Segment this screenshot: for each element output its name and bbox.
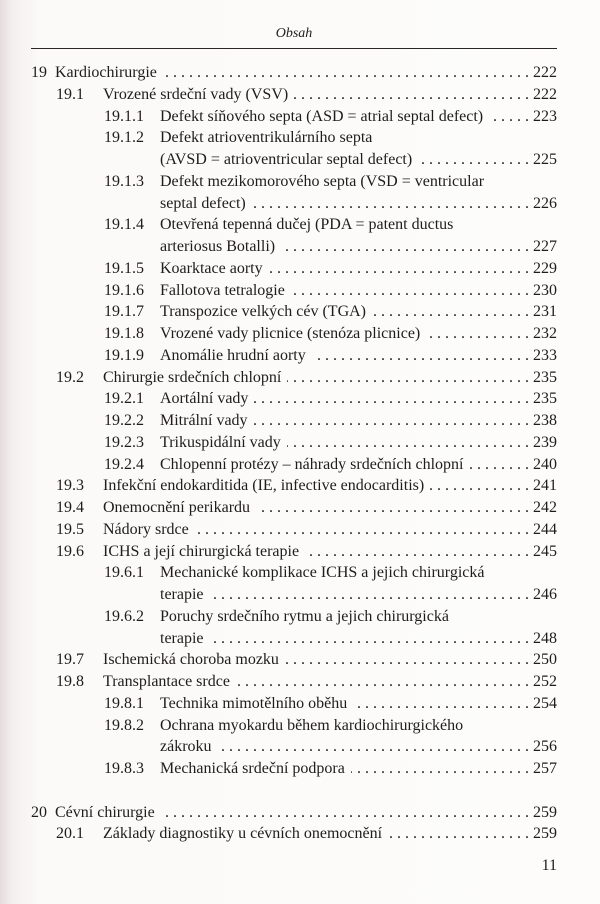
dot-leader [269,258,529,280]
section-title: Trikuspidální vady [160,433,281,451]
dot-leader [254,410,529,432]
section-number: 19.1.5 [104,259,144,277]
section-title: Chirurgie srdečních chlopní [103,368,282,386]
section-title: Defekt síňového septa (ASD = atrial septal defect) [160,107,484,125]
toc-entry[interactable] [0,519,557,541]
toc-entry[interactable] [0,715,557,737]
toc-entry[interactable] [0,541,557,563]
dot-leader [312,345,529,367]
toc-entry[interactable] [0,432,557,454]
page-reference: 222 [533,64,557,81]
toc-entry[interactable] [0,258,557,280]
page-reference: 245 [533,542,557,560]
toc-entry[interactable] [0,823,557,845]
dot-leader [489,106,529,128]
section-number: 19.2.3 [104,433,144,451]
section-title: Mechanické komplikace ICHS a jejich chirurgická [160,564,485,582]
section-number: 19.1.7 [104,303,144,321]
dot-leader [195,519,529,541]
dot-leader [305,541,529,563]
dot-leader [218,736,529,758]
section-title: Nádory srdce [103,520,189,538]
toc-entry[interactable] [0,475,557,497]
page-reference: 240 [533,455,557,473]
section-title: (AVSD = atrioventricular septal defect) [160,151,413,168]
page-reference: 246 [533,586,557,603]
toc-entry[interactable] [0,62,557,84]
section-title: Mitrální vady [160,412,248,429]
dot-leader [418,149,529,171]
page-reference: 232 [533,325,557,342]
section-title: Mechanická srdeční podpora [160,760,345,777]
section-title: Otevřená tepenná dučej (PDA = patent ductus [160,216,454,234]
section-title: Ochrana myokardu během kardiochirurgického [160,716,464,734]
section-number: 19.2 [56,368,84,386]
section-title: Chlopenní protézy – náhrady srdečních chlopní [160,455,464,473]
section-number: 20.1 [56,825,84,843]
section-title: Transpozice velkých cév (TGA) [160,303,367,321]
section-title: terapie [160,586,204,603]
section-number: 19.4 [56,499,84,516]
page-reference: 222 [533,85,557,103]
section-title: Defekt mezikomorového septa (VSD = ventricular [160,172,485,190]
section-number: 19 [31,64,47,81]
dot-leader [252,193,529,215]
section-number: 19.6 [56,542,84,560]
toc-entry[interactable] [0,171,557,193]
dot-leader [256,497,529,519]
section-title: Infekční endokarditida (IE, infective endocarditis) [103,477,425,495]
section-title: Vrozené srdeční vady (VSV) [103,85,289,103]
section-number: 19.7 [56,651,84,669]
dot-leader [287,432,529,454]
page-reference: 239 [533,433,557,451]
toc-entry[interactable] [0,693,557,715]
toc-entry-continuation[interactable] [0,149,557,171]
section-title: Vrozené vady plicnice (stenóza plicnice) [160,325,421,342]
page-reference: 223 [533,107,557,125]
section-title: Onemocnění perikardu [103,499,251,516]
dot-leader [285,649,529,671]
dot-leader [210,628,529,650]
toc-entry[interactable] [0,671,557,693]
toc-entry[interactable] [0,280,557,302]
toc-entry[interactable] [0,367,557,389]
section-number: 19.2.1 [104,390,144,408]
section-number: 19.1.1 [104,107,144,125]
dot-leader [210,584,529,606]
toc-entry[interactable] [0,649,557,671]
toc-entry[interactable] [0,301,557,323]
toc-entry[interactable] [0,454,557,476]
section-number: 19.5 [56,520,84,538]
section-title: Ischemická choroba mozku [103,651,279,669]
section-title: Technika mimotělního oběhu [160,694,348,712]
dot-leader [351,758,529,780]
section-title: Aortální vady [160,390,249,408]
section-number: 20 [31,803,47,821]
section-number: 19.6.2 [104,607,144,625]
dot-leader [236,671,529,693]
page-reference: 226 [533,194,557,212]
page-reference: 259 [533,825,557,843]
page-reference: 254 [533,694,557,712]
page-reference: 225 [533,151,557,168]
toc-entry-continuation[interactable] [0,736,557,758]
section-number: 19.8.3 [104,760,144,777]
page-reference: 259 [533,803,557,821]
toc-entry[interactable] [0,758,557,780]
dot-leader [291,280,529,302]
section-number: 19.8.2 [104,716,144,734]
page-reference: 257 [533,760,557,777]
toc-entry[interactable] [0,410,557,432]
section-title: Fallotova tetralogie [160,281,285,299]
section-number: 19.1.3 [104,172,144,190]
toc-entry[interactable] [0,127,557,149]
toc-entry[interactable] [0,497,557,519]
page-reference: 231 [533,303,557,321]
section-title: Transplantace srdce [103,673,230,690]
dot-leader [388,823,529,845]
section-number: 19.2.2 [104,412,144,429]
dot-leader [430,475,529,497]
toc-entry[interactable] [0,323,557,345]
page-reference: 242 [533,499,557,516]
section-number: 19.1.9 [104,346,144,364]
section-title: Cévní chirurgie [55,803,155,821]
toc-entry[interactable] [0,84,557,106]
section-title: Základy diagnostiky u cévních onemocnění [103,825,383,843]
section-title: Defekt atrioventrikulárního septa [160,129,373,147]
dot-leader [281,236,529,258]
header-rule [31,48,557,49]
toc-entry[interactable] [0,345,557,367]
dot-leader [372,301,529,323]
toc-entry[interactable] [0,388,557,410]
section-number: 19.8.1 [104,694,144,712]
section-number: 19.2.4 [104,455,144,473]
page-reference: 230 [533,281,557,299]
dot-leader [161,802,529,824]
page-reference: 248 [533,629,557,647]
page-reference: 238 [533,412,557,429]
page-reference: 244 [533,520,557,538]
toc-entry-continuation[interactable] [0,193,557,215]
section-number: 19.1.6 [104,281,144,299]
page-number: 11 [541,857,557,874]
section-number: 19.1.2 [104,129,144,147]
running-header: Obsah [275,26,313,41]
toc-entry-continuation[interactable] [0,584,557,606]
section-title: Poruchy srdečního rytmu a jejich chirurgická [160,607,449,625]
section-title: arteriosus Botalli) [160,238,276,255]
section-number: 19.3 [56,477,84,495]
dot-leader [469,454,529,476]
section-title: Anomálie hrudní aorty [160,346,306,364]
section-title: zákroku [160,738,212,756]
section-number: 19.6.1 [104,564,144,582]
page-reference: 235 [533,368,557,386]
page-reference: 233 [533,346,557,364]
section-title: septal defect) [160,194,246,212]
dot-leader [287,367,529,389]
toc-entry[interactable] [0,606,557,628]
section-number: 19.1.4 [104,216,144,234]
section-number: 19.1 [56,85,84,103]
toc-entry-continuation[interactable] [0,236,557,258]
toc-entry[interactable] [0,106,557,128]
page-reference: 241 [533,477,557,495]
section-title: Kardiochirurgie [55,64,157,81]
toc-entry-continuation[interactable] [0,628,557,650]
page-reference: 252 [533,673,557,690]
dot-leader [353,693,529,715]
page-reference: 229 [533,259,557,277]
section-title: terapie [160,629,204,647]
page-reference: 227 [533,238,557,255]
toc-entry[interactable] [0,214,557,236]
section-number: 19.1.8 [104,325,144,342]
dot-leader [426,323,529,345]
page-reference: 250 [533,651,557,669]
dot-leader [163,62,529,84]
dot-leader [294,84,529,106]
page-reference: 235 [533,390,557,408]
page-reference: 256 [533,738,557,756]
toc-entry[interactable] [0,802,557,824]
section-number: 19.8 [56,673,84,690]
section-title: ICHS a její chirurgická terapie [103,542,300,560]
section-title: Koarktace aorty [160,259,263,277]
toc-entry[interactable] [0,562,557,584]
dot-leader [254,388,529,410]
